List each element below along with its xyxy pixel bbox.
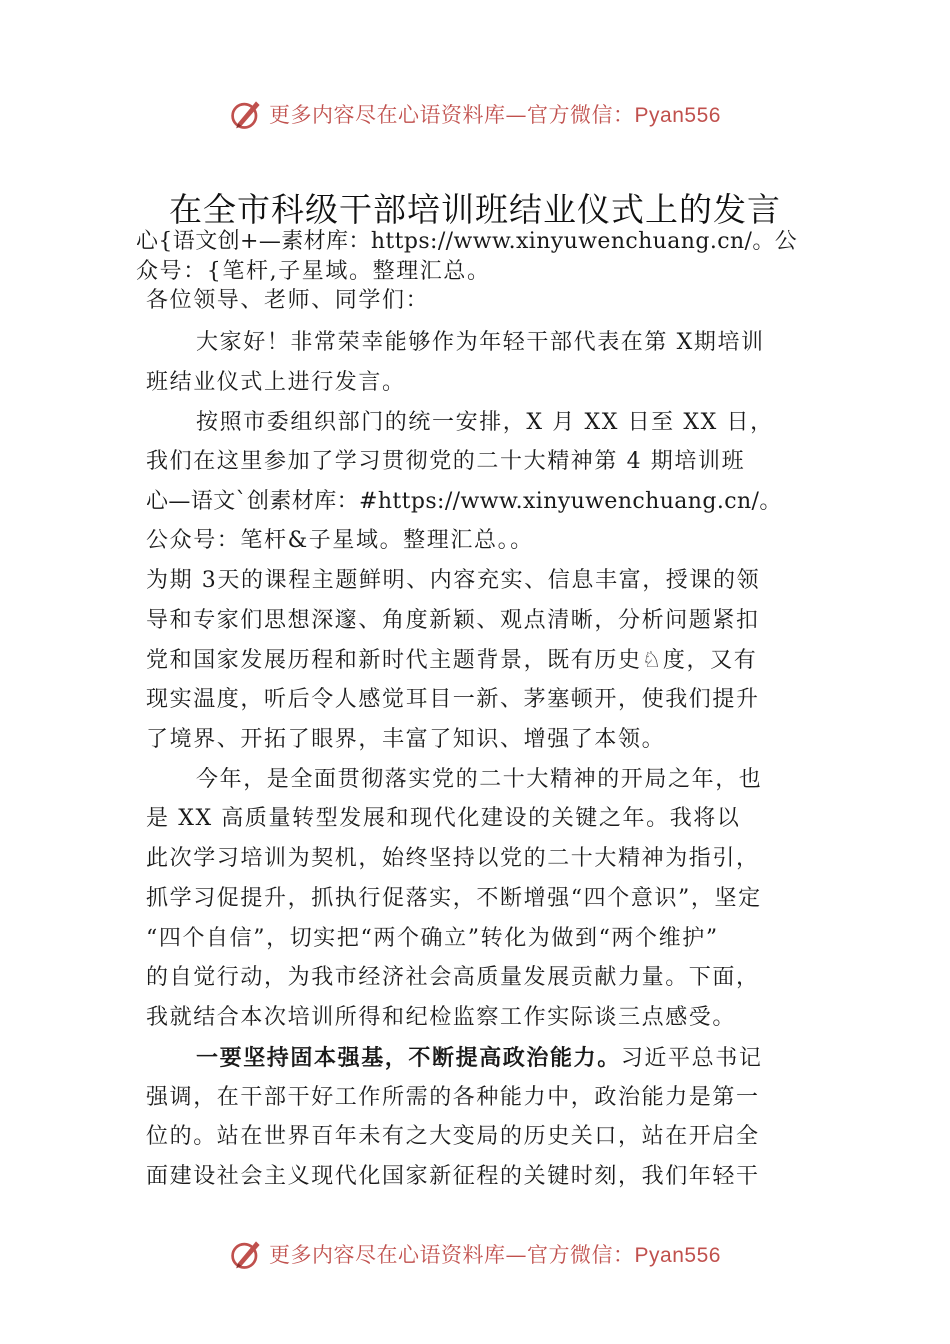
pen-logo-icon	[229, 96, 265, 132]
body-line: 位的。站在世界百年未有之大变局的历史关口，站在开启全	[146, 1124, 760, 1149]
section-heading: 一要坚持固本强基，不断提高政治能力。	[196, 1045, 621, 1071]
watermark-wechat-id: Pyan556	[634, 1244, 721, 1267]
watermark-wechat-id: Pyan556	[634, 104, 721, 127]
body-line: 公众号：笔杆&子星域。整理汇总。。	[146, 528, 534, 553]
watermark-text: 更多内容尽在心语资料库—官方微信：Pyan556	[269, 103, 721, 127]
body-line: 导和专家们思想深邃、角度新颖、观点清晰，分析问题紧扣	[146, 608, 760, 633]
watermark-header	[0, 92, 950, 136]
pen-logo-icon	[229, 1236, 265, 1272]
body-line: 按照市委组织部门的统一安排，X 月 XX 日至 XX 日，	[196, 410, 774, 435]
body-line: 强调，在干部干好工作所需的各种能力中，政治能力是第一	[146, 1085, 760, 1110]
body-line: 心{语文创+—素材库：https://www.xinyuwenchuang.cn/。公	[136, 229, 798, 254]
body-line: 我们在这里参加了学习贯彻党的二十大精神第 4 期培训班	[146, 449, 746, 474]
section-heading-line	[196, 1038, 762, 1078]
body-line: 大家好！非常荣幸能够作为年轻干部代表在第 X期培训	[196, 330, 765, 355]
body-line: 党和国家发展历程和新时代主题背景，既有历史♘度，又有	[146, 648, 758, 673]
body-line: 众号：{笔杆,子星域。整理汇总。	[136, 259, 491, 284]
body-line: 抓学习促提升，抓执行促落实，不断增强“四个意识”，坚定	[146, 886, 762, 911]
document-title: 在全市科级干部培训班结业仪式上的发言	[169, 190, 781, 229]
watermark-text: 更多内容尽在心语资料库—官方微信：Pyan556	[269, 1243, 721, 1267]
body-line: 此次学习培训为契机，始终坚持以党的二十大精神为指引，	[146, 846, 760, 871]
body-line: 的自觉行动，为我市经济社会高质量发展贡献力量。下面，	[146, 965, 760, 990]
body-line: 为期 3天的课程主题鲜明、内容充实、信息丰富，授课的领	[146, 568, 761, 593]
salutation: 各位领导、老师、同学们：	[146, 288, 430, 313]
body-line: 今年，是全面贯彻落实党的二十大精神的开局之年，也	[196, 767, 763, 792]
body-line: “四个自信”，切实把“两个确立”转化为做到“两个维护”	[146, 926, 719, 951]
body-line: 班结业仪式上进行发言。	[146, 370, 406, 395]
body-line: 面建设社会主义现代化国家新征程的关键时刻，我们年轻干	[146, 1164, 760, 1189]
body-line: 现实温度，听后令人感觉耳目一新、茅塞顿开，使我们提升	[146, 687, 760, 712]
body-line: 是 XX 高质量转型发展和现代化建设的关键之年。我将以	[146, 806, 741, 831]
section-heading-rest: 习近平总书记	[620, 1046, 763, 1071]
body-line: 了境界、开拓了眼界，丰富了知识、增强了本领。	[146, 727, 666, 752]
watermark-footer	[0, 1232, 950, 1276]
body-line: 心—语文`创素材库：#https://www.xinyuwenchuang.cn/。	[146, 489, 782, 514]
body-line: 我就结合本次培训所得和纪检监察工作实际谈三点感受。	[146, 1005, 737, 1030]
